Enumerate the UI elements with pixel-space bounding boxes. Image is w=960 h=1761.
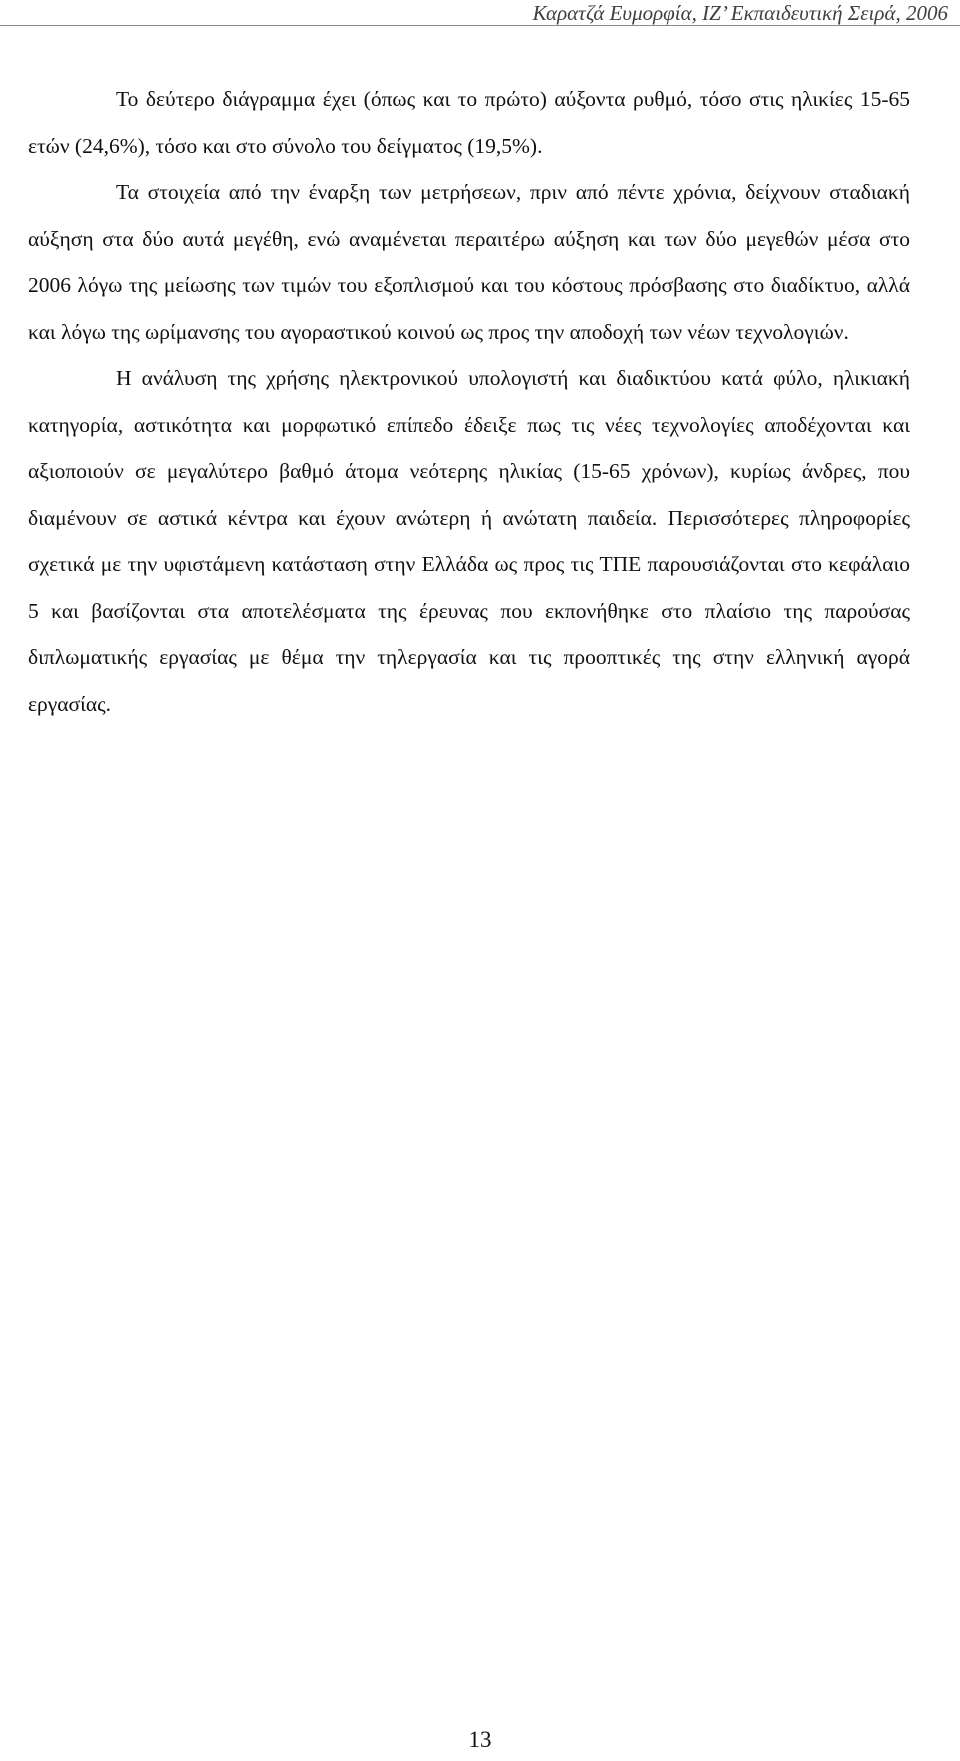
paragraph-2: Τα στοιχεία από την έναρξη των μετρήσεων, πριν από πέντε χρόνια, δείχνουν σταδιακή αύξηση στα δύο αυτά μεγέθη, ενώ αναμένεται περαιτέρω αύξηση και των δύο μεγεθών μέσα στο 2006 λόγω της μείωσης των τιμών του εξοπλισμού και του κόστους πρόσβασης στο διαδίκτυο, αλλά και λόγω της ωρίμανσης του αγοραστικού κοινού ως προς την αποδοχή των νέων τεχνολογιών. [28,180,910,344]
document-body [28,76,910,727]
paragraph-3: Η ανάλυση της χρήσης ηλεκτρονικού υπολογιστή και διαδικτύου κατά φύλο, ηλικιακή κατηγορία, αστικότητα και μορφωτικό επίπεδο έδειξε πως τις νέες τεχνολογίες αποδέχονται και αξιοποιούν σε μεγαλύτερο βαθμό άτομα νεότερης ηλικίας (15-65 χρόνων), κυρίως άνδρες, που διαμένουν σε αστικά κέντρα και έχουν ανώτερη ή ανώτατη παιδεία. Περισσότερες πληροφορίες σχετικά με την υφιστάμενη κατάσταση στην Ελλάδα ως προς τις ΤΠΕ παρουσιάζονται στο κεφάλαιο 5 και βασίζονται στα αποτελέσματα της έρευνας που εκπονήθηκε στο πλαίσιο της παρούσας διπλωματικής εργασίας με θέμα την τηλεργασία και τις προοπτικές της στην ελληνική αγορά εργασίας. [28,366,910,716]
page-number: 13 [468,1727,492,1752]
running-header: Καρατζά Ευμορφία, ΙΖ’ Εκπαιδευτική Σειρά, 2006 [0,0,960,26]
paragraph-1: Το δεύτερο διάγραμμα έχει (όπως και το πρώτο) αύξοντα ρυθμό, τόσο στις ηλικίες 15-65 ετών (24,6%), τόσο και στο σύνολο του δείγματος (19,5%). [28,87,910,158]
